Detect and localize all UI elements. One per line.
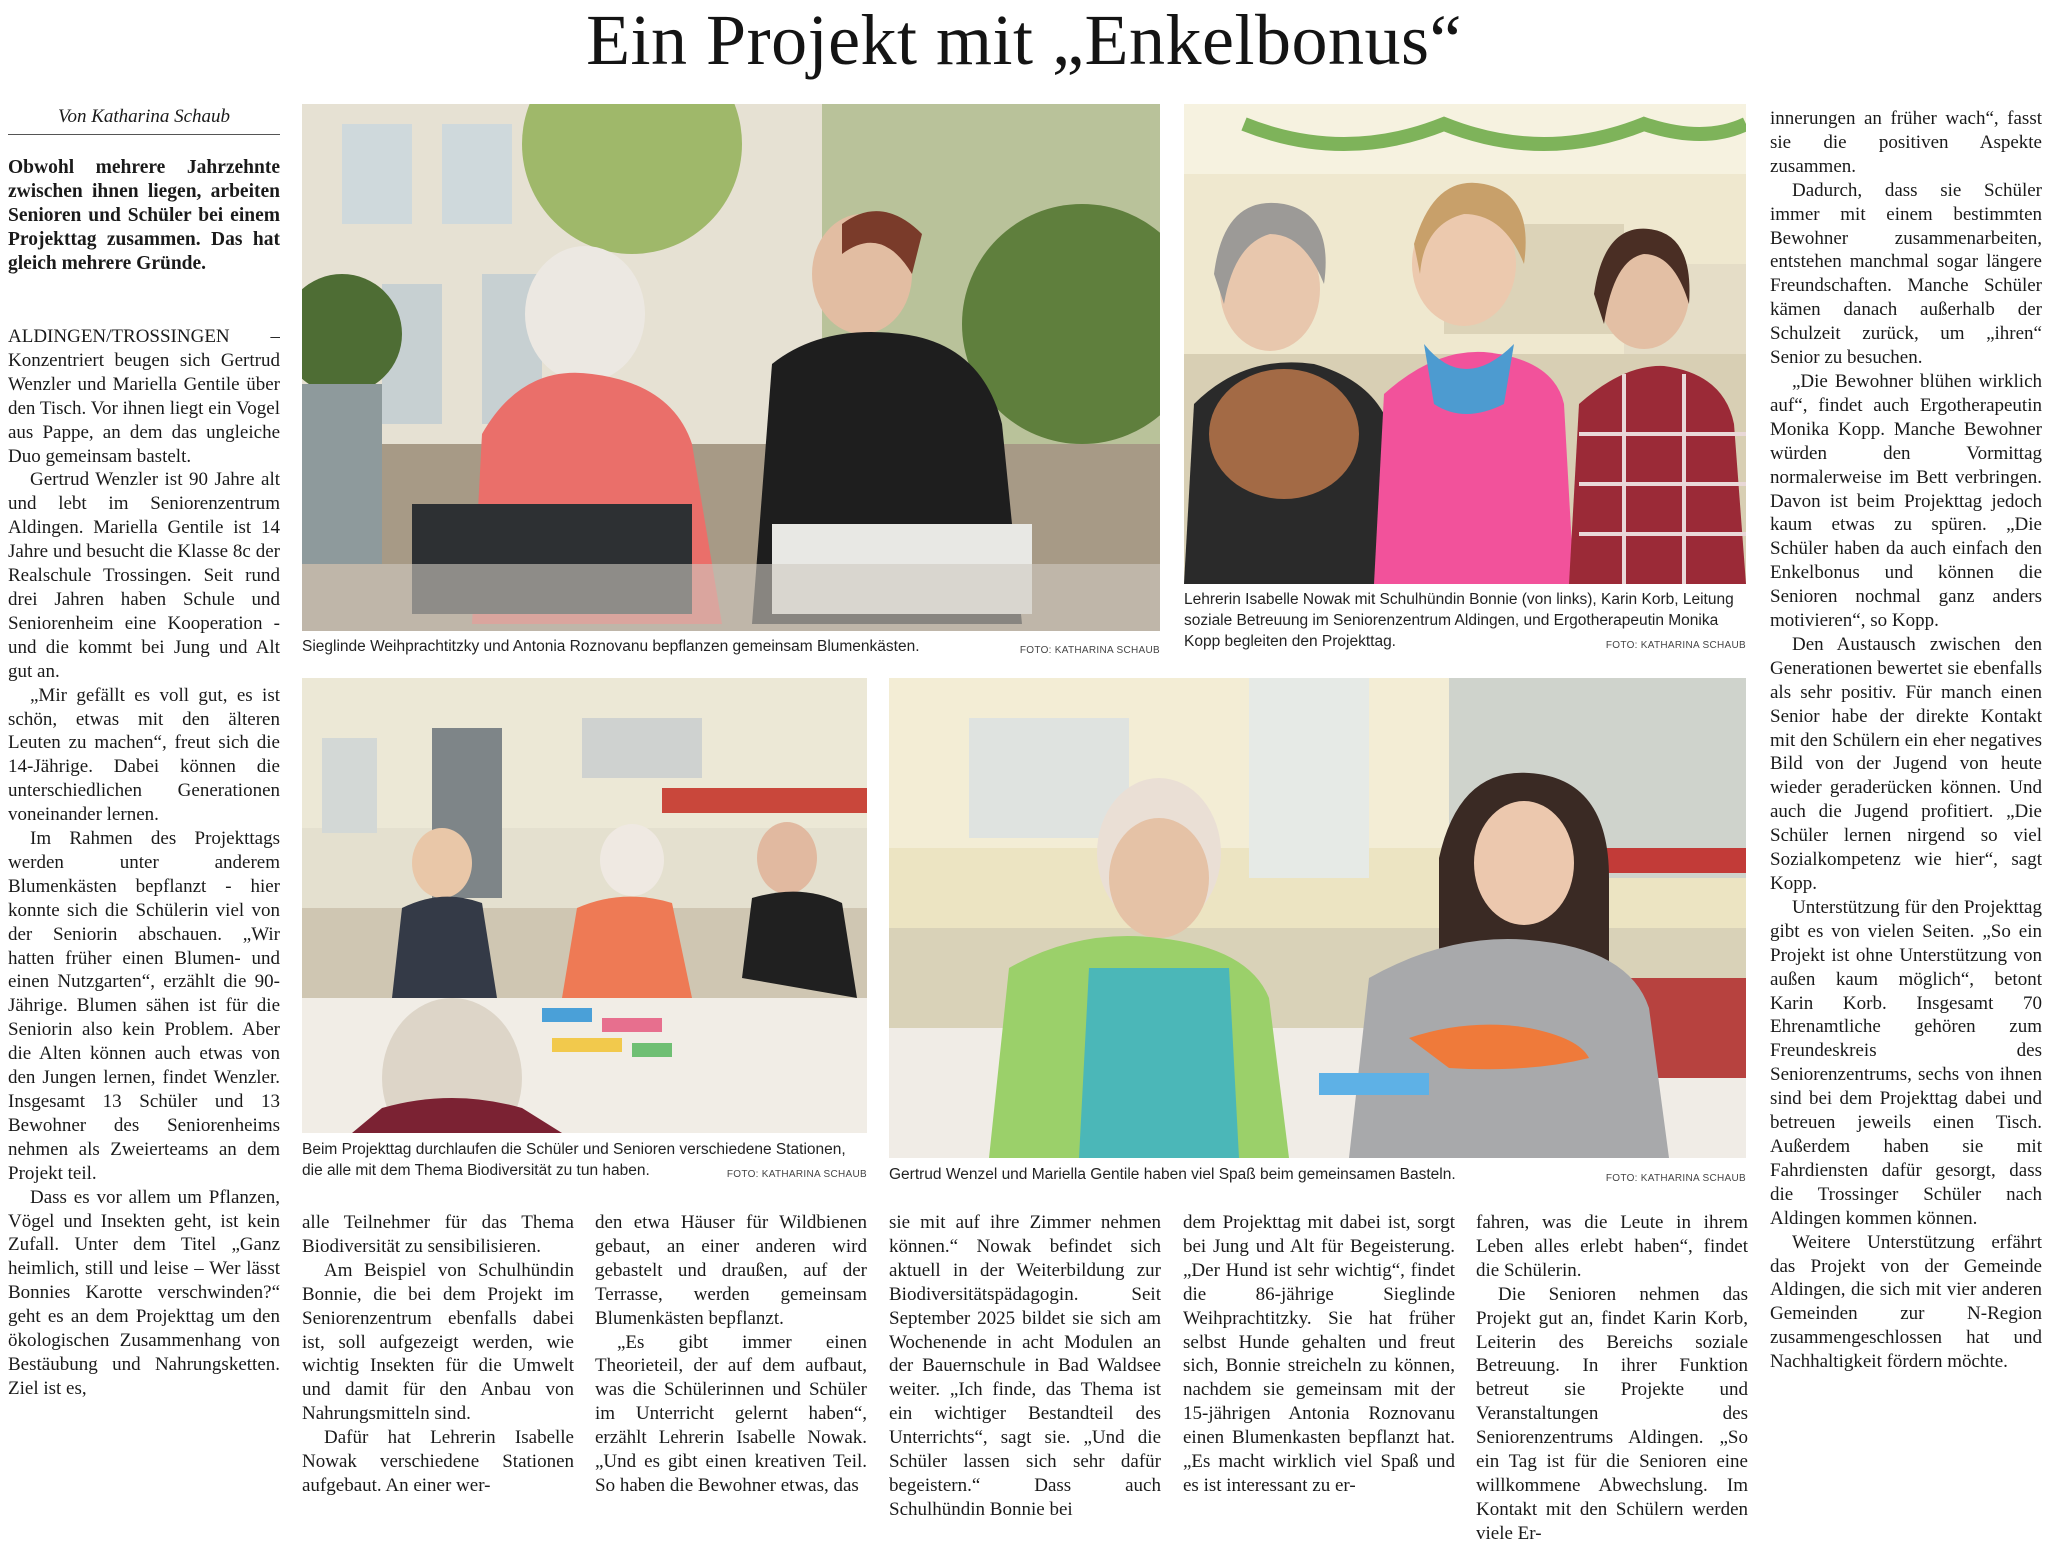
- paragraph: Gertrud Wenzler ist 90 Jahre alt und lebt im Seniorenzentrum Aldingen. Mariella Gentile ist 14 Jahre und besucht die Klasse 8c der Realschule Trossingen. Seit rund drei Jahren haben Schule und Seniorenheim eine Kooperation - und die kommt bei Jung und Alt gut an.: [8, 469, 280, 682]
- photo-caption: Sieglinde Weihprachtitzky und Antonia Roznovanu bepflanzen gemeinsam Blumenkästen. FOTO: KATHARINA SCHAUB: [302, 636, 1160, 661]
- paragraph: Unterstützung für den Projekttag gibt es von vielen Seiten. „So ein Projekt ist ohne Unterstützung von außen kaum möglich“, betont Karin Korb. Insgesamt 70 Ehrenamtliche gehören zum Freundeskreis des Seniorenzentrums, sechs von ihnen sind bei dem Projekttag dabei und betreuen jeweils einen Tisch. Außerdem haben sie mit Fahrdiensten dafür gesorgt, dass die Trossinger Schüler nach Aldingen kommen können.: [1770, 896, 2042, 1229]
- paragraph: Dafür hat Lehrerin Isabelle Nowak verschiedene Stationen aufgebaut. An einer wer-: [302, 1427, 574, 1496]
- paragraph: Die Senioren nehmen das Projekt gut an, findet Karin Korb, Leiterin des Bereichs soziale Betreuung. In ihrer Funktion betreut sie Projekte und Veranstaltungen des Seniorenzentrums Aldingen. „So ein Tag ist für die Senioren eine willkommene Abwechslung. Im Kontakt mit den Schülern werden viele Er-: [1476, 1283, 1748, 1544]
- photo-credit: FOTO: KATHARINA SCHAUB: [1605, 1173, 1746, 1184]
- paragraph: „Mir gefällt es voll gut, es ist schön, etwas mit den älteren Leuten zu machen“, freut sich die 14-Jährige. Dabei können die unterschiedlichen Generationen voneinander lernen.: [8, 684, 280, 826]
- paragraph: „Die Bewohner blühen wirklich auf“, findet auch Ergotherapeutin Monika Kopp. Manche Bewohner würden den Vormittag normalerweise im Bett verbringen. Davon ist beim Projekttag jedoch kaum etwas zu spüren. „Die Schüler haben da auch einfach den Enkelbonus und können die Senioren nochmal ganz anders motivieren“, so Kopp.: [1770, 370, 2042, 632]
- paragraph: Im Rahmen des Projekttags werden unter anderem Blumenkästen bepflanzt - hier konnte sich die Schülerin viel von der Seniorin abschauen. „Wir hatten früher einen Blumen- und einen Nutzgarten“, erzählt die 90-Jährige. Blumen sähen ist für die Seniorin also kein Problem. Aber die Alten können auch etwas von den Jungen lernen, findet Wenzler. Insgesamt 13 Schüler und 13 Bewohner des Seniorenheims nehmen als Zweierteams an dem Projekt teil.: [8, 828, 280, 1184]
- paragraph: dem Projekttag mit dabei ist, sorgt bei Jung und Alt für Begeisterung. „Der Hund ist sehr wichtig“, findet die 86-jährige Sieglinde Weihprachtitzky. Sie hat früher selbst Hunde gehalten und freut sich, Bonnie streicheln zu können, nachdem sie gemeinsam mit der 15-jährigen Antonia Roznovanu einen Blumenkasten bepflanzt hat. „Es macht wirklich viel Spaß und es ist interessant zu er-: [1183, 1212, 1455, 1496]
- paragraph: den etwa Häuser für Wildbienen gebaut, an einer anderen wird gebastelt und draußen, auf der Terrasse, werden gemeinsam Blumenkästen bepflanzt.: [595, 1212, 867, 1329]
- photo-credit: FOTO: KATHARINA SCHAUB: [726, 1169, 867, 1180]
- text-column-4: [889, 1211, 1161, 1547]
- paragraph: ALDINGEN/TROSSINGEN – Konzentriert beugen sich Gertrud Wenzler und Mariella Gentile über den Tisch. Vor ihnen liegt ein Vogel aus Pappe, an dem das ungleiche Duo gemeinsam bastelt.: [8, 326, 280, 467]
- paragraph: innerungen an früher wach“, fasst sie die positiven Aspekte zusammen.: [1770, 108, 2042, 177]
- text-column-1: [8, 325, 280, 1547]
- paragraph: Dadurch, dass sie Schüler immer mit einem bestimmten Bewohner zusammenarbeiten, entstehen manchmal sogar längere Freundschaften. Manche Schüler kämen danach außerhalb der Schulzeit zurück, um „ihren“ Senior zu besuchen.: [1770, 179, 2042, 369]
- paragraph: Am Beispiel von Schulhündin Bonnie, die bei dem Projekt im Seniorenzentrum ebenfalls dabei ist, soll aufgezeigt werden, wie wichtig Insekten für die Umwelt und damit für den Anbau von Nahrungsmitteln sind.: [302, 1259, 574, 1425]
- paragraph: fahren, was die Leute in ihrem Leben alles erlebt haben“, findet die Schülerin.: [1476, 1212, 1748, 1281]
- photo-staff-with-dog: [1184, 104, 1746, 584]
- photo-caption: Lehrerin Isabelle Nowak mit Schulhündin Bonnie (von links), Karin Korb, Leitung soziale Betreuung im Seniorenzentrum Aldingen, und Ergotherapeutin Monika Kopp begleiten den Projekttag. FOTO: KATHARINA SCHAUB: [1184, 589, 1746, 656]
- dateline: ALDINGEN/TROSSINGEN: [8, 326, 230, 347]
- paragraph: sie mit auf ihre Zimmer nehmen können.“ Nowak befindet sich aktuell in der Weiterbildung zur Biodiversitätspädagogin. Seit September 2025 bildet sie sich am Wochenende in acht Modulen an der Bauernschule in Bad Waldsee weiter. „Ich finde, das Thema ist ein wichtiger Bestandteil des Unterrichts“, sagt sie. „Und die Schüler lassen sich sehr dafür begeistern.“ Dass auch Schulhündin Bonnie bei: [889, 1212, 1161, 1520]
- text-column-5: [1183, 1211, 1455, 1547]
- byline: Von Katharina Schaub: [8, 106, 280, 135]
- photo-caption: Beim Projekttag durchlaufen die Schüler und Senioren verschiedene Stationen, die alle mit dem Thema Biodiversität zu tun haben. FOTO: KATHARINA SCHAUB: [302, 1139, 867, 1185]
- photo-crafting-duo: [889, 678, 1746, 1158]
- paragraph: „Es gibt immer einen Theorieteil, der auf dem aufbaut, was die Schülerinnen und Schüler im Unterricht gelernt haben“, erzählt Lehrerin Isabelle Nowak. „Und es gibt einen kreativen Teil. So haben die Bewohner etwas, das: [595, 1331, 867, 1496]
- paragraph: Weitere Unterstützung erfährt das Projekt von der Gemeinde Aldingen, die sich mit vier anderen Gemeinden zur N-Region zusammengeschlossen hat und Nachhaltigkeit fördern möchte.: [1770, 1231, 2042, 1373]
- lead-paragraph: Obwohl mehrere Jahrzehnte zwischen ihnen liegen, arbeiten Senioren und Schüler bei einem Projekttag zusammen. Das hat gleich mehrere Gründe.: [8, 157, 280, 274]
- photo-planting: [302, 104, 1160, 631]
- photo-credit: FOTO: KATHARINA SCHAUB: [1605, 640, 1746, 651]
- text-column-7: [1770, 107, 2042, 1547]
- photo-credit: FOTO: KATHARINA SCHAUB: [1019, 645, 1160, 656]
- photo-stations: [302, 678, 867, 1133]
- text-column-2: [302, 1211, 574, 1547]
- paragraph: Den Austausch zwischen den Generationen bewertet sie ebenfalls als sehr positiv. Für manch einen Senior habe der direkte Kontakt mit den Schülern ein eher negatives Bild von der Jugend von heute wieder geraderücken können. Und auch die Jugend profitiert. „Die Schüler lernen nirgend so viel Sozialkompetenz wie hier“, sagt Kopp.: [1770, 633, 2042, 894]
- text-column-3: [595, 1211, 867, 1547]
- text-column-6: [1476, 1211, 1748, 1547]
- paragraph: alle Teilnehmer für das Thema Biodiversität zu sensibilisieren.: [302, 1212, 574, 1257]
- headline: Ein Projekt mit „Enkelbonus“: [586, 0, 1462, 80]
- photo-caption: Gertrud Wenzel und Mariella Gentile haben viel Spaß beim gemeinsamen Basteln. FOTO: KATHARINA SCHAUB: [889, 1164, 1746, 1189]
- paragraph: Dass es vor allem um Pflanzen, Vögel und Insekten geht, ist kein Zufall. Unter dem Titel „Ganz heimlich, still und leise – Wer lässt Bonnies Karotte verschwinden?“ geht es an dem Projekttag um den ökologischen Zusammenhang von Bestäubung und Nahrungsketten. Ziel ist es,: [8, 1186, 280, 1399]
